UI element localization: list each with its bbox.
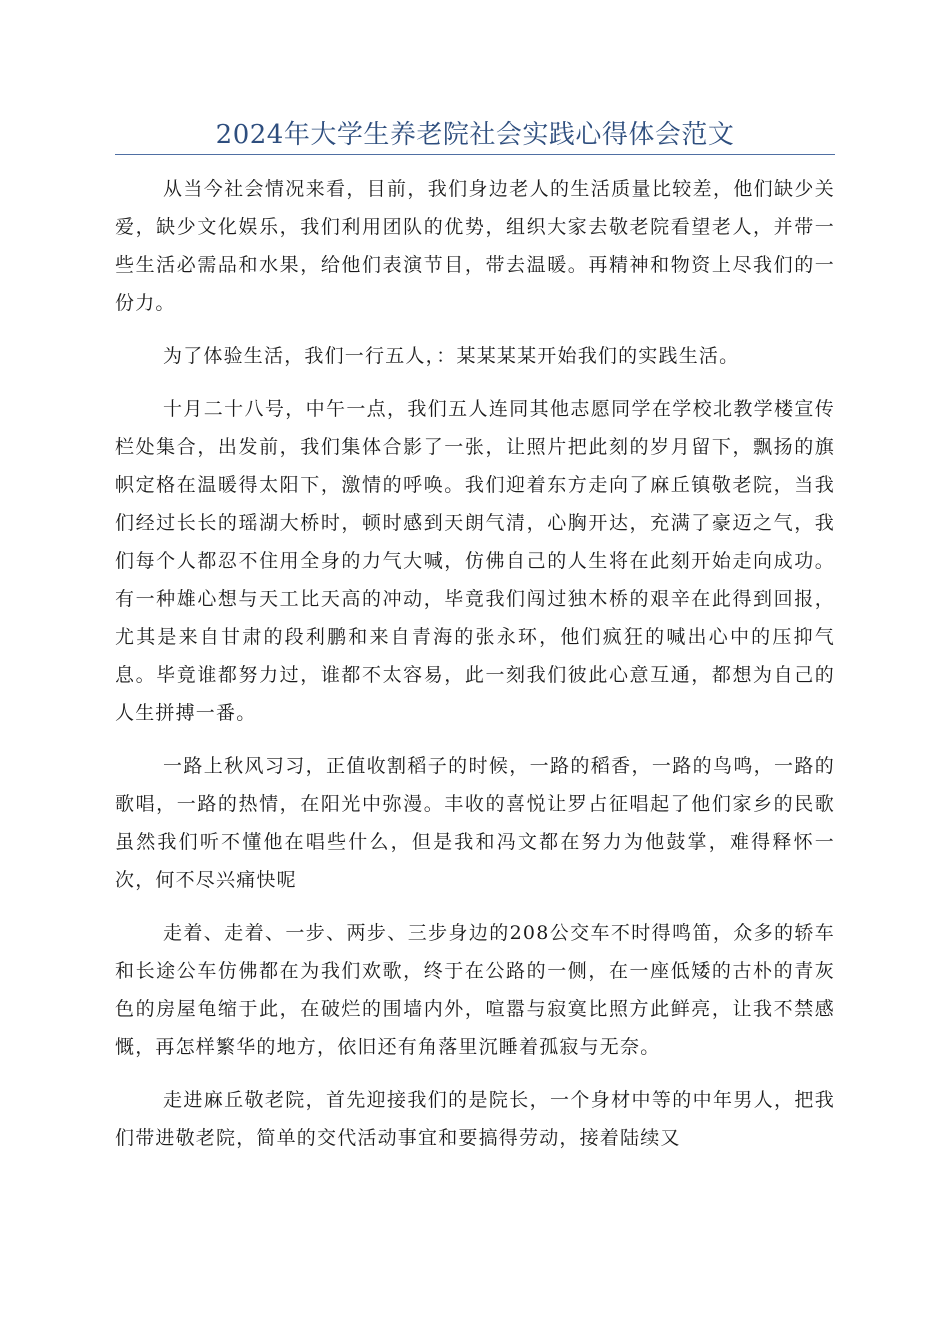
paragraph-2: 为了体验生活，我们一行五人，：某某某某开始我们的实践生活。 xyxy=(163,345,740,367)
paragraph-3: 十月二十八号，中午一点，我们五人连同其他志愿同学在学校北教学楼宣传栏处集合，出发前，我们集体合影了一张，让照片把此刻的岁月留下，飘扬的旗帜定格在温暖得太阳下，激情的呼唤。我们迎着东方走向了麻丘镇敬老院，当我们经过长长的瑶湖大桥时，顿时感到天朗气清，心胸开达，充满了豪迈之气，我们每个人都忍不住用全身的力气大喊，仿佛自己的人生将在此刻开始走向成功。有一种雄心想与天工比天高的冲动，毕竟我们闯过独木桥的艰辛在此得到回报，尤其是来自甘肃的段利鹏和来自青海的张永环，他们疯狂的喊出心中的压抑气息。毕竟谁都努力过，谁都不太容易，此一刻我们彼此心意互通，都想为自己的人生拼搏一番。 xyxy=(115,398,835,724)
paragraph-6: 走进麻丘敬老院，首先迎接我们的是院长，一个身材中等的中年男人，把我们带进敬老院，简单的交代活动事宜和要搞得劳动，接着陆续又 xyxy=(115,1089,835,1149)
paragraph-1: 从当今社会情况来看，目前，我们身边老人的生活质量比较差，他们缺少关爱，缺少文化娱乐，我们利用团队的优势，组织大家去敬老院看望老人，并带一些生活必需品和水果，给他们表演节目，带去温暖。再精神和物资上尽我们的一份力。 xyxy=(115,178,835,314)
title-underline xyxy=(115,154,835,155)
document-body xyxy=(115,170,835,1172)
paragraph-5: 走着、走着、一步、两步、三步身边的208公交车不时得鸣笛，众多的轿车和长途公车仿佛都在为我们欢歌，终于在公路的一侧，在一座低矮的古朴的青灰色的房屋龟缩于此，在破烂的围墙内外，喧嚣与寂寞比照方此鲜亮，让我不禁感慨，再怎样繁华的地方，依旧还有角落里沉睡着孤寂与无奈。 xyxy=(115,922,835,1058)
paragraph-4: 一路上秋风习习，正值收割稻子的时候，一路的稻香，一路的鸟鸣，一路的歌唱，一路的热情，在阳光中弥漫。丰收的喜悦让罗占征唱起了他们家乡的民歌虽然我们听不懂他在唱些什么，但是我和冯文都在努力为他鼓掌，难得释怀一次，何不尽兴痛快呢 xyxy=(115,755,835,891)
document-title: 2024年大学生养老院社会实践心得体会范文 xyxy=(215,120,735,150)
